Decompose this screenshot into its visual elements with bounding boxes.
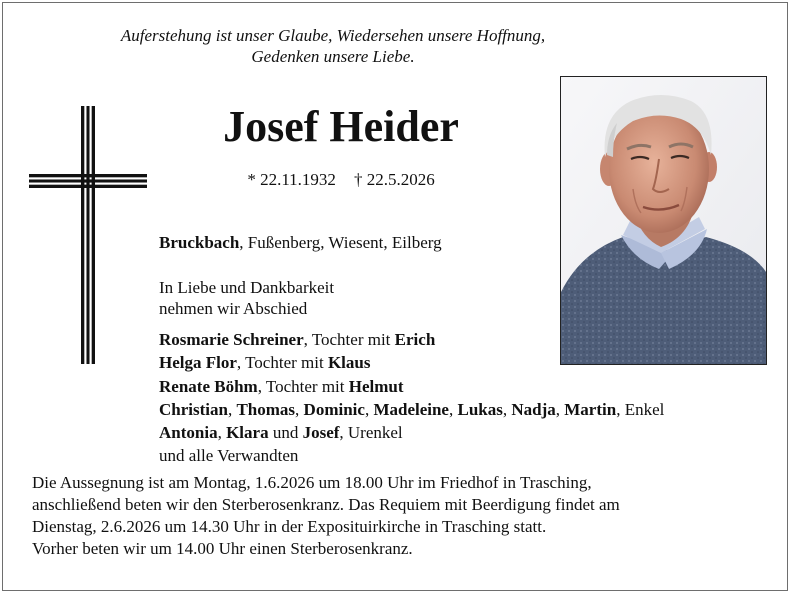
service-line-1: Die Aussegnung ist am Montag, 1.6.2026 um 18.00 Uhr im Friedhof in Trasching, — [32, 473, 592, 492]
separator: und — [268, 423, 303, 443]
grandchild-name: Thomas — [236, 399, 296, 419]
separator: , — [227, 399, 237, 419]
great-grandchild-name: Antonia — [159, 423, 218, 443]
farewell-text — [159, 277, 334, 319]
portrait-photo — [560, 76, 767, 365]
mourner-name: Renate Böhm — [159, 376, 258, 396]
grandchild-name: Lukas — [457, 399, 503, 419]
farewell-line-1: In Liebe und Dankbarkeit — [159, 278, 335, 297]
service-details — [32, 472, 620, 560]
cross-icon — [29, 106, 147, 364]
grandchild-name: Martin — [564, 399, 617, 419]
grandchild-name: Dominic — [303, 399, 365, 419]
farewell-line-2: nehmen wir Abschied — [159, 299, 308, 318]
great-grandchildren-label: , Urenkel — [339, 423, 403, 443]
death-date: † 22.5.2026 — [353, 170, 435, 189]
birth-date: * 22.11.1932 — [247, 170, 336, 189]
separator: , — [502, 399, 512, 419]
mourner-partner: Helmut — [348, 376, 404, 396]
separator: , — [555, 399, 565, 419]
motto-line-2: Gedenken unsere Liebe. — [251, 47, 415, 66]
great-grandchildren-row — [159, 421, 664, 444]
separator: , — [448, 399, 458, 419]
service-line-4: Vorher beten wir um 14.00 Uhr einen Sterberosenkranz. — [32, 539, 413, 558]
life-dates — [133, 169, 549, 191]
great-grandchild-name: Josef — [302, 423, 340, 443]
service-line-2: anschließend beten wir den Sterberosenkranz. Das Requiem mit Beerdigung findet am — [32, 495, 620, 514]
obituary-notice — [2, 2, 788, 591]
deceased-name: Josef Heider — [223, 102, 459, 151]
grandchild-name: Madeleine — [373, 399, 449, 419]
motto-line-1: Auferstehung ist unser Glaube, Wiedersehen unsere Hoffnung, — [120, 26, 546, 45]
relatives-row: und alle Verwandten — [159, 446, 299, 466]
mourner-relation: , Tochter mit — [257, 376, 349, 396]
places — [159, 232, 442, 254]
mourner-relation: , Tochter mit — [303, 330, 395, 349]
grandchild-name: Christian — [159, 399, 228, 419]
places-others: , Fußenberg, Wiesent, Eilberg — [239, 233, 442, 252]
mourner-row — [159, 375, 664, 398]
service-line-3: Dienstag, 2.6.2026 um 14.30 Uhr in der Exposituirkirche in Trasching statt. — [32, 517, 547, 536]
mourner-relation: , Tochter mit — [236, 353, 328, 373]
separator: , — [295, 399, 304, 419]
mourner-partner: Erich — [394, 330, 436, 349]
grandchildren-label: , Enkel — [616, 399, 665, 419]
separator: , — [364, 399, 374, 419]
grandchildren-row — [159, 398, 664, 421]
motto — [3, 25, 663, 67]
great-grandchild-name: Klara — [226, 423, 269, 443]
mourner-name: Rosmarie Schreiner — [159, 330, 304, 349]
separator: , — [217, 423, 227, 443]
grandchild-name: Nadja — [511, 399, 556, 419]
place-primary: Bruckbach — [159, 233, 240, 252]
mourner-partner: Klaus — [327, 353, 371, 373]
mourner-name: Helga Flor — [159, 353, 237, 373]
